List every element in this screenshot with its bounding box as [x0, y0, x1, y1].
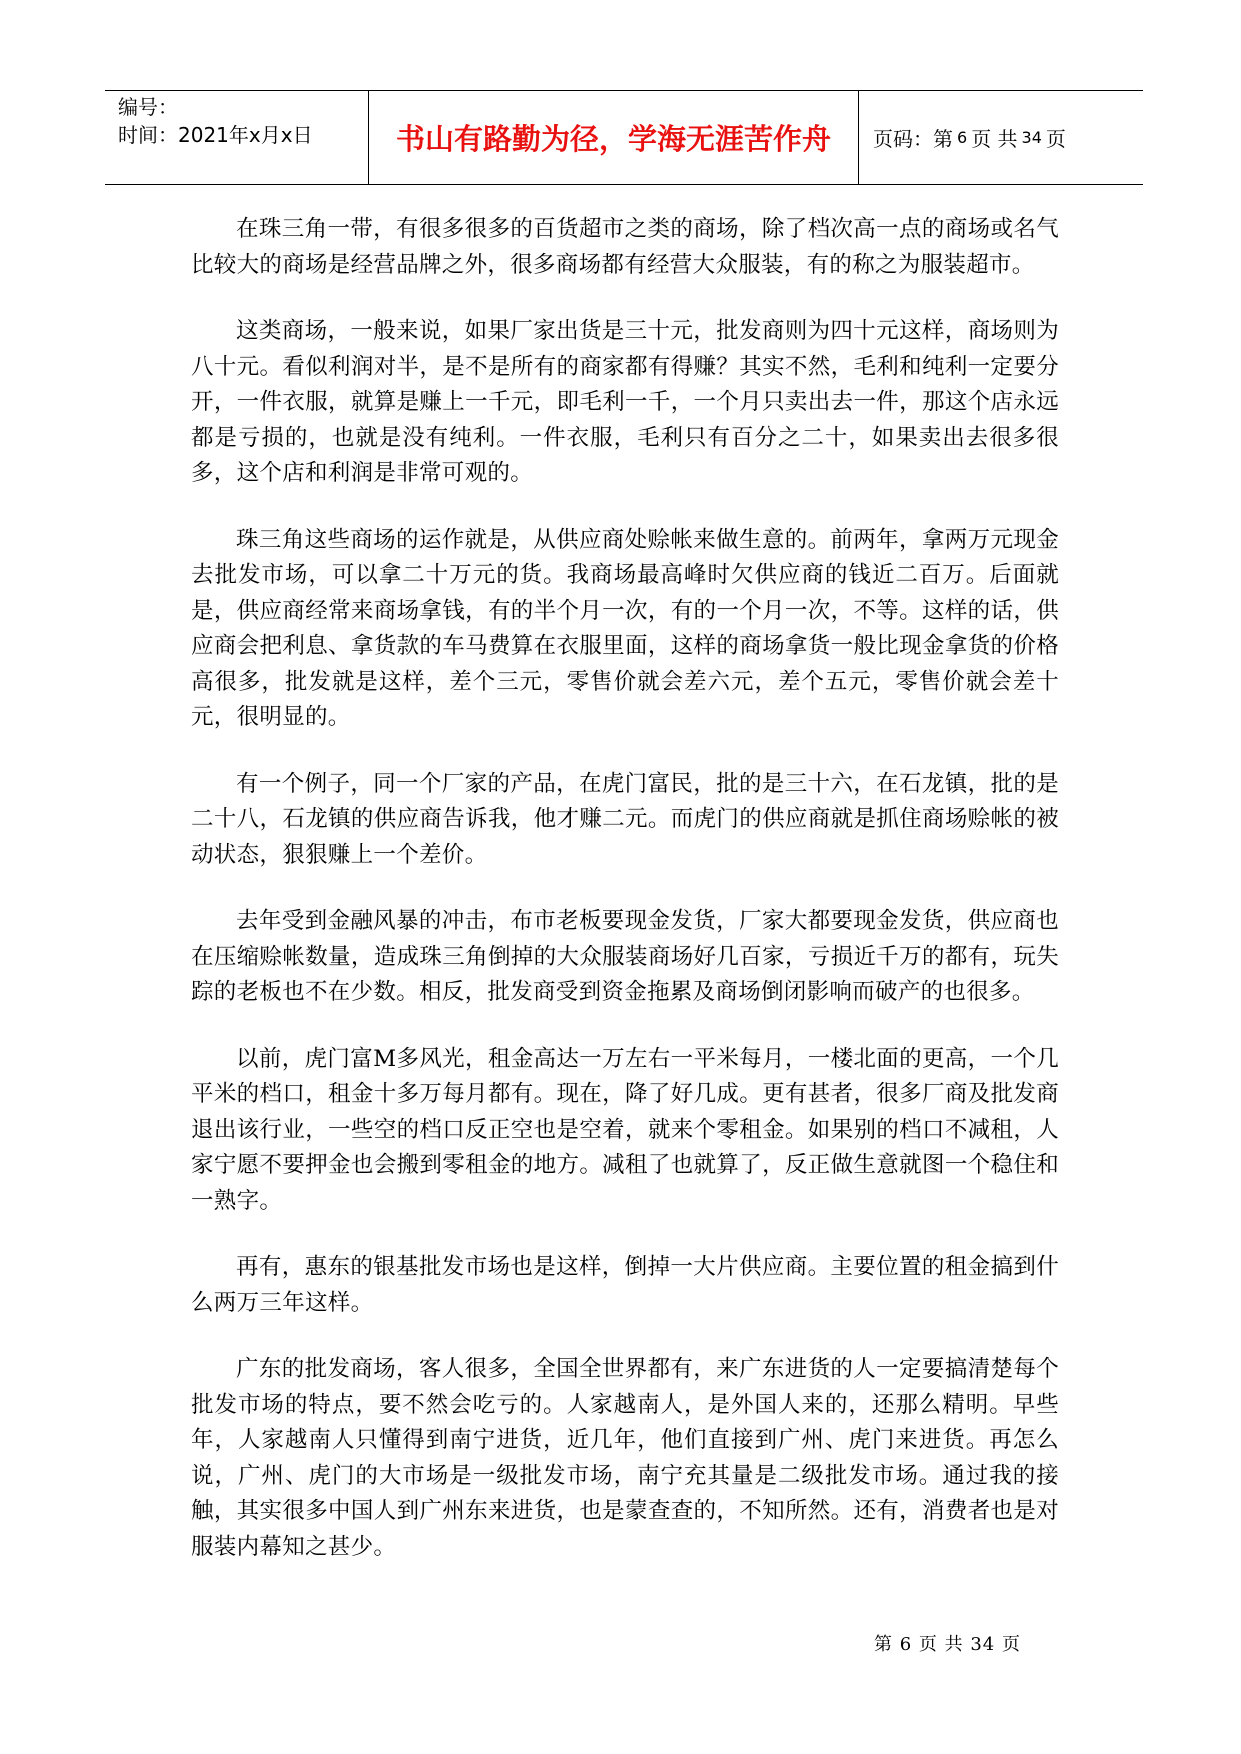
- body-paragraph: 在珠三角一带，有很多很多的百货超市之类的商场，除了档次高一点的商场或名气比较大的商场是经营品牌之外，很多商场都有经营大众服装，有的称之为服装超市。: [191, 216, 1059, 278]
- body-paragraph: 广东的批发商场，客人很多，全国全世界都有，来广东进货的人一定要搞清楚每个批发市场的特点，要不然会吃亏的。人家越南人，是外国人来的，还那么精明。早些年，人家越南人只懂得到南宁进货，近几年，他们直接到广州、虎门来进货。再怎么说，广州、虎门的大市场是一级批发市场，南宁充其量是二级批发市场。通过我的接触，其实很多中国人到广州东来进货，也是蒙查查的，不知所然。还有，消费者也是对服装内幕知之甚少。: [191, 1356, 1059, 1560]
- header-motto-cell: [369, 91, 859, 184]
- page-current: 6: [957, 128, 968, 147]
- document-body: [191, 212, 1059, 1596]
- page-middle: 页 共: [971, 127, 1018, 151]
- document-time: 时间：2021年x月x日: [118, 123, 313, 147]
- body-paragraph: 再有，惠东的银基批发市场也是这样，倒掉一大片供应商。主要位置的租金搞到什么两万三年这样。: [191, 1254, 1059, 1316]
- header-info-cell: [105, 91, 369, 184]
- document-number-label: 编号：: [118, 95, 178, 119]
- page-prefix: 页码：第: [873, 127, 953, 151]
- page-total: 34: [1021, 128, 1042, 147]
- header-motto: 书山有路勤为径，学海无涯苦作舟: [395, 122, 831, 156]
- body-paragraph: 有一个例子，同一个厂家的产品，在虎门富民，批的是三十六，在石龙镇，批的是二十八，石龙镇的供应商告诉我，他才赚二元。而虎门的供应商就是抓住商场赊帐的被动状态，狠狠赚上一个差价。: [191, 770, 1059, 868]
- body-paragraph: 以前，虎门富M多风光，租金高达一万左右一平米每月，一楼北面的更高，一个几平米的档口，租金十多万每月都有。现在，降了好几成。更有甚者，很多厂商及批发商退出该行业，一些空的档口反正空也是空着，就来个零租金。如果别的档口不减租，人家宁愿不要押金也会搬到零租金的地方。减租了也就算了，反正做生意就图一个稳住和一熟字。: [191, 1045, 1059, 1214]
- document-header: [105, 90, 1143, 185]
- body-paragraph: 珠三角这些商场的运作就是，从供应商处赊帐来做生意的。前两年，拿两万元现金去批发市场，可以拿二十万元的货。我商场最高峰时欠供应商的钱近二百万。后面就是，供应商经常来商场拿钱，有的半个月一次，有的一个月一次，不等。这样的话，供应商会把利息、拿货款的车马费算在衣服里面，这样的商场拿货一般比现金拿货的价格高很多，批发就是这样，差个三元，零售价就会差六元，差个五元，零售价就会差十元，很明显的。: [191, 526, 1059, 730]
- page-footer: 第 6 页 共 34 页: [874, 1634, 1021, 1655]
- body-paragraph: 去年受到金融风暴的冲击，布市老板要现金发货，厂家大都要现金发货，供应商也在压缩赊帐数量，造成珠三角倒掉的大众服装商场好几百家，亏损近千万的都有，玩失踪的老板也不在少数。相反，批发商受到资金拖累及商场倒闭影响而破产的也很多。: [191, 908, 1059, 1005]
- page-suffix: 页: [1045, 127, 1066, 151]
- header-page-cell: [859, 91, 1143, 184]
- body-paragraph: 这类商场，一般来说，如果厂家出货是三十元，批发商则为四十元这样，商场则为八十元。看似利润对半，是不是所有的商家都有得赚？其实不然，毛利和纯利一定要分开，一件衣服，就算是赚上一千元，即毛利一千，一个月只卖出去一件，那这个店永远都是亏损的，也就是没有纯利。一件衣服，毛利只有百分之二十，如果卖出去很多很多，这个店和利润是非常可观的。: [191, 318, 1059, 486]
